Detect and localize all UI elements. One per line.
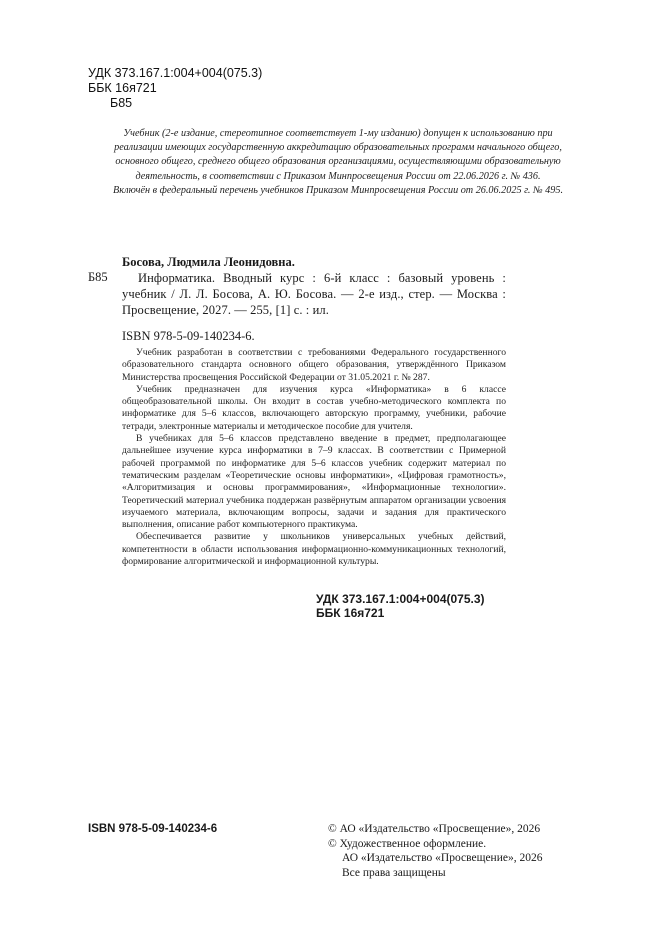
- annotation-paragraph: Учебник предназначен для изучения курса «Информатика» в 6 классе общеобразовательной школы. Он входит в состав учебно-методического комплекта по информатике для 5–6 классов, включающего авторскую программу, учебники, рабочие тетради, электронные материалы и методическое пособие для учителя.: [122, 383, 506, 432]
- copyright-line: © АО «Издательство «Просвещение», 2026: [328, 823, 541, 835]
- description-text: Информатика. Вводный курс : 6-й класс : базовый уровень : учебник / Л. Л. Босова, А. Ю. Босова. — 2-е изд., стер. — Москва : Просвещение, 2027. — 255, [1] с. : ил.: [122, 271, 506, 317]
- copyright-block: [328, 822, 542, 880]
- footer-isbn: ISBN 978-5-09-140234-6: [88, 823, 218, 835]
- bbk-code: ББК 16я721: [88, 81, 157, 95]
- copyright-line: © Художественное оформление.: [328, 837, 487, 850]
- annotation-paragraph: В учебниках для 5–6 классов представлено введение в предмет, предполагающее дальнейшее изучение курса информатики в 7–9 классах. В соответствии с Примерной рабочей программой по информатике для 5–6 классов учебник содержит материал по тематическим разделам «Теоретические основы информатики», «Цифровая грамотность», «Алгоритмизация и основы программирования», «Информационные технологии». Теоретический материал учебника поддержан развёрнутым аппаратом организации усвоения изучаемого материала, включающим вопросы, задачи и задания для практического выполнения, описание работ компьютерного практикума.: [122, 433, 506, 531]
- author-heading: Босова, Людмила Леонидовна.: [122, 255, 295, 269]
- classification-codes: [88, 66, 262, 111]
- annotation: [122, 347, 506, 568]
- bbk-code: ББК 16я721: [316, 606, 385, 620]
- footer-classification-codes: [316, 592, 485, 620]
- annotation-paragraph: Учебник разработан в соответствии с требованиями Федерального государственного образовательного стандарта основного общего образования, утверждённого Приказом Министерства просвещения Российской Федерации от 31.05.2021 г. № 287.: [122, 347, 506, 383]
- annotation-paragraph: Обеспечивается развитие у школьников универсальных учебных действий, компетентности в области использования информационно-коммуникационных технологий, формирование алгоритмической и информационной культуры.: [122, 531, 506, 568]
- federal-list-paragraph: Включён в федеральный перечень учебников Приказом Минпросвещения России от 26.06.2025 г. № 495.: [112, 184, 564, 196]
- udk-code: УДК 373.167.1:004+004(075.3): [88, 66, 263, 80]
- udk-code: УДК 373.167.1:004+004(075.3): [316, 592, 485, 606]
- author-mark-left: Б85: [88, 270, 108, 284]
- copyright-line: АО «Издательство «Просвещение», 2026: [342, 852, 543, 864]
- approval-paragraph: Учебник (2-е издание, стереотипное соответствует 1-му изданию) допущен к использованию при реализации имеющих государственную аккредитацию образовательных программ начального общего, основного общего, среднего общего образования организациями, осуществляющими образовательную деятельность, в соответствии с Приказом Минпросвещения России от 22.06.2026 г. № 436.: [114, 128, 562, 182]
- bibliographic-description: [122, 270, 506, 318]
- isbn-entry: ISBN 978-5-09-140234-6.: [122, 329, 255, 343]
- rights-reserved: Все права защищены: [342, 866, 446, 879]
- author-mark: Б85: [110, 96, 133, 110]
- approval-notice: [108, 127, 568, 198]
